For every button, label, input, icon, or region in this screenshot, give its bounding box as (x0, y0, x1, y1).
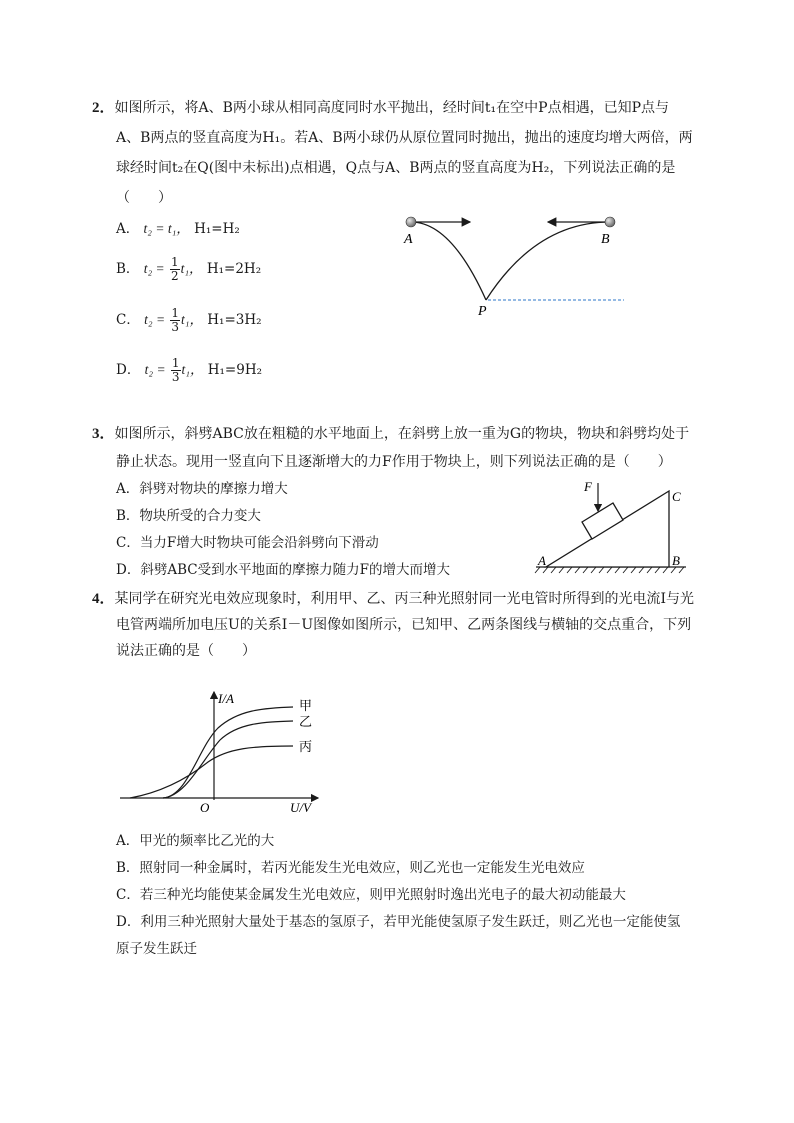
question-2-answer-blank: （ ） (116, 190, 172, 206)
option-a: A．斜劈对物块的摩擦力增大 (116, 481, 288, 497)
y-axis-label: I/A (218, 691, 234, 706)
question-number: 4． (92, 591, 115, 607)
option-b: B．照射同一种金属时，若丙光能发生光电效应，则乙光也一定能发生光电效应 (116, 860, 585, 876)
question-3-line-1: 3．如图所示，斜劈ABC放在粗糙的水平地面上，在斜劈上放一重为G的物块，物块和斜劈均处于 (92, 426, 690, 442)
option-c: C．当力F增大时物块可能会沿斜劈向下滑动 (116, 535, 379, 551)
question-4-line-1: 4．某同学在研究光电效应现象时，利用甲、乙、丙三种光照射同一光电管时所得到的光电流I与光 (92, 591, 695, 607)
x-axis-label: U/V (290, 800, 311, 813)
option-b: B． t₂ = $\frac{1}{2}$ t₁， H₁=2H₂ (116, 255, 262, 283)
label-b: B (672, 553, 680, 568)
fraction: $\frac{1}{3}$ (171, 306, 180, 334)
option-d: D．斜劈ABC受到水平地面的摩擦力随力F的增大而增大 (116, 562, 450, 578)
label-p: P (478, 304, 487, 319)
curve-label-yi: 乙 (299, 714, 313, 729)
ball-b (605, 217, 615, 227)
trajectory-b (486, 222, 610, 300)
question-number: 3． (92, 426, 115, 442)
option-a: A．甲光的频率比乙光的大 (116, 833, 275, 849)
option-d: D． t₂ = $\frac{1}{3}$ t₁， H₁=9H₂ (116, 356, 263, 384)
question-2-line-3: 球经时间t₂在Q(图中未标出)点相遇，Q点与A、B两点的竖直高度为H₂，下列说法正确的是 (116, 160, 676, 176)
question-number: 2． (92, 100, 115, 116)
fraction: $\frac{1}{2}$ (170, 255, 179, 283)
question-3-line-2: 静止状态。现用一竖直向下且逐渐增大的力F作用于物块上，则下列说法正确的是（ ） (116, 454, 672, 470)
option-d-continued: 原子发生跃迁 (116, 941, 197, 957)
question-4-line-2: 电管两端所加电压U的关系I－U图像如图所示，已知甲、乙两条图线与横轴的交点重合，下列 (116, 617, 692, 633)
option-c: C． t₂ = $\frac{1}{3}$ t₁， H₁=3H₂ (116, 306, 262, 334)
curve-label-jia: 甲 (299, 698, 313, 713)
curve-bing (130, 746, 293, 798)
label-f: F (584, 479, 592, 494)
trajectory-a (411, 222, 486, 300)
origin-label: O (200, 800, 210, 813)
label-a: A (404, 232, 413, 247)
question-4-line-3: 说法正确的是（ ） (116, 643, 256, 659)
fraction: $\frac{1}{3}$ (171, 356, 180, 384)
option-a: A． t₂ = t₁， H₁=H₂ (116, 221, 240, 237)
curve-yi (163, 721, 293, 798)
option-c: C．若三种光均能使某金属发生光电效应，则甲光照射时逸出光电子的最大初动能最大 (116, 887, 626, 903)
incline-figure (534, 475, 694, 580)
question-2-line-2: A、B两点的竖直高度为H₁。若A、B两小球仍从原位置同时抛出，抛出的速度均增大两倍，两 (116, 130, 693, 146)
question-2-line-1: 2．如图所示，将A、B两小球从相同高度同时水平抛出，经时间t₁在空中P点相遇，已知P点与 (92, 100, 669, 116)
option-b: B．物块所受的合力变大 (116, 508, 261, 524)
curve-label-bing: 丙 (299, 739, 313, 754)
ball-a (406, 217, 416, 227)
option-d: D．利用三种光照射大量处于基态的氢原子，若甲光能使氢原子发生跃迁，则乙光也一定能使氢 (116, 914, 681, 930)
iu-graph (118, 688, 328, 813)
ground-hatch (535, 567, 684, 573)
label-b: B (601, 232, 610, 247)
projectile-figure (396, 210, 636, 320)
label-c: C (672, 489, 681, 504)
label-a: A (538, 553, 546, 568)
